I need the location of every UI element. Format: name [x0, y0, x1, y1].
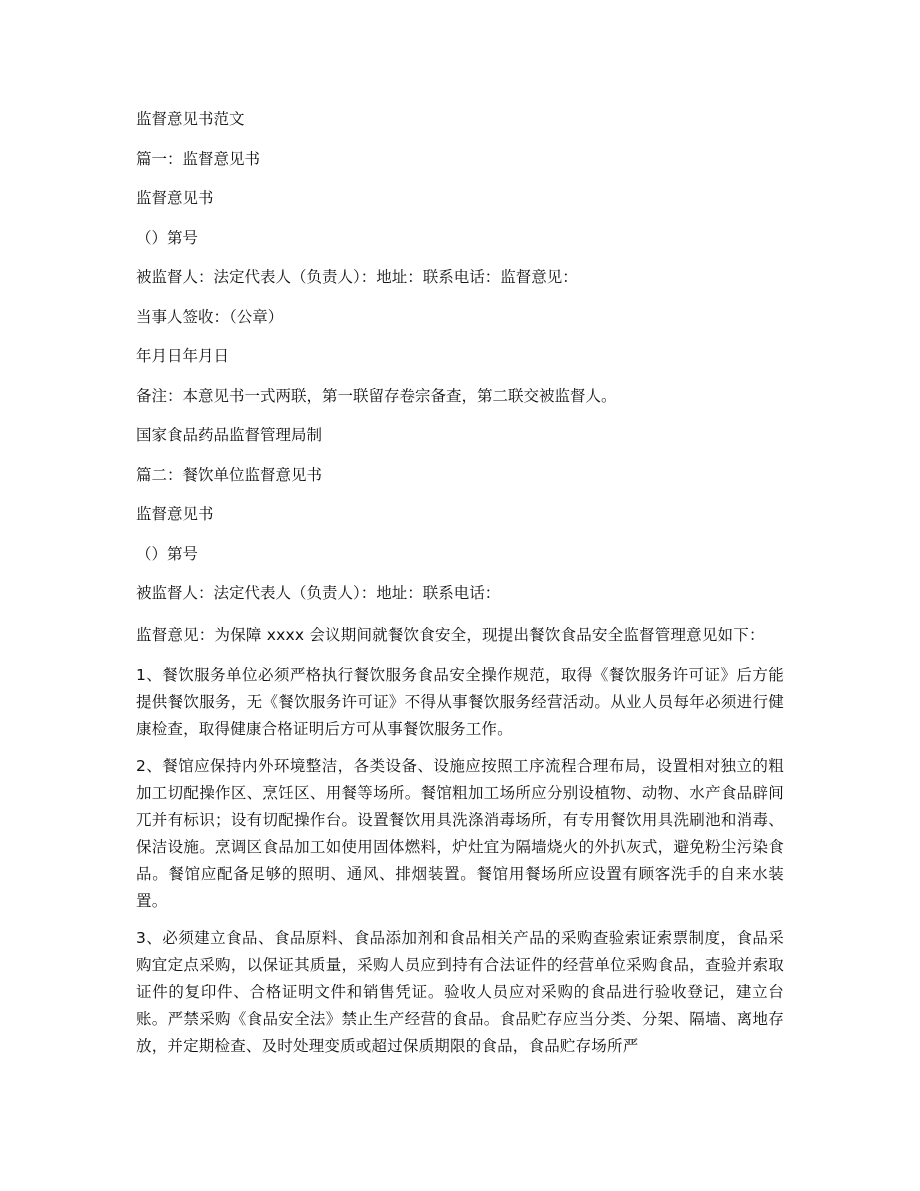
opinion-intro: 监督意见：为保障 xxxx 会议期间就餐饮食安全，现提出餐饮食品安全监督管理意见如下： — [136, 625, 765, 644]
remark: 备注：本意见书一式两联，第一联留存卷宗备查，第二联交被监督人。 — [136, 386, 617, 405]
date-fields: 年月日年月日 — [136, 347, 230, 365]
opinion-item-3: 3、必须建立食品、食品原料、食品添加剂和食品相关产品的采购查验索证索票制度，食品采购宜定点采购，以保证其质量，采购人员应到持有合法证件的经营单位采购食品，查验并索取证件的复印件、合格证明文件和销售凭证。验收人员应对采购的食品进行验收登记，建立台账。严禁采购《食品安全法》禁止生产经营的食品。食品贮存应当分类、分架、隔墙、离地存放，并定期检查、及时处理变质或超过保质期限的食品，食品贮存场所严 — [136, 928, 784, 1055]
document-page — [136, 108, 784, 1070]
opinion-item-2: 2、餐馆应保持内外环境整洁，各类设备、设施应按照工序流程合理布局，设置相对独立的粗加工切配操作区、烹饪区、用餐等场所。餐馆粗加工场所应分别设植物、动物、水产食品辟间兀并有标识；设有切配操作台。设置餐饮用具洗涤消毒场所，有专用餐饮用具洗刷池和消毒、保洁设施。烹调区食品加工如使用固体燃料，炉灶宜为隔墙烧火的外扒灰式，避免粉尘污染食品。餐馆应配备足够的照明、通风、排烟装置。餐馆用餐场所应设置有顾客洗手的自来水装置。 — [136, 756, 784, 910]
section-heading-1: 篇一：监督意见书 — [136, 149, 261, 168]
section-heading-2: 篇二：餐饮单位监督意见书 — [136, 465, 323, 484]
party-signature: 当事人签收：（公章） — [136, 307, 284, 326]
form-number-2: （）第号 — [136, 544, 199, 563]
opinion-item-1: 1、餐饮服务单位必须严格执行餐饮服务食品安全操作规范，取得《餐饮服务许可证》后方能提供餐饮服务，无《餐饮服务许可证》不得从事餐饮服务经营活动。从业人员每年必须进行健康检查，取得健康合格证明后方可从事餐饮服务工作。 — [136, 665, 784, 738]
supervised-party-fields-2: 被监督人：法定代表人（负责人）：地址：联系电话： — [136, 584, 501, 602]
document-title: 监督意见书范文 — [136, 110, 245, 128]
form-title-2: 监督意见书 — [136, 505, 214, 523]
form-title: 监督意见书 — [136, 189, 214, 207]
supervised-party-fields: 被监督人：法定代表人（负责人）：地址：联系电话：监督意见： — [136, 268, 578, 286]
form-number: （）第号 — [136, 228, 199, 247]
issuing-authority: 国家食品药品监督管理局制 — [136, 426, 323, 444]
